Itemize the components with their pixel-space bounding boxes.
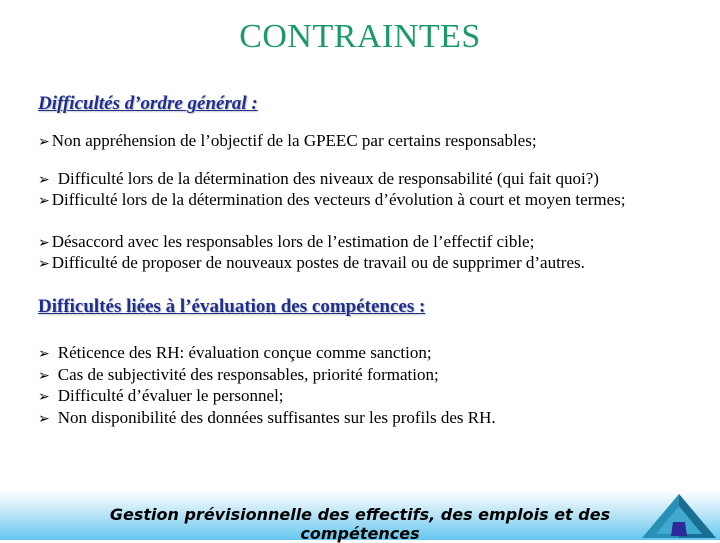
list-item: ➢ Non appréhension de l’objectif de la GPEEC par certains responsables; — [38, 131, 537, 150]
list-item: ➢ Difficulté lors de la détermination des vecteurs d’évolution à court et moyen termes; — [38, 190, 626, 209]
arrow-bullet-icon: ➢ — [38, 193, 50, 209]
arrow-bullet-icon: ➢ — [38, 172, 50, 188]
slide-title: CONTRAINTES — [239, 18, 481, 55]
arrow-bullet-icon: ➢ — [38, 134, 50, 150]
arrow-bullet-icon: ➢ — [38, 368, 50, 384]
footer-text: Gestion prévisionnelle des effectifs, des emplois et des compétences — [109, 505, 611, 543]
arrow-bullet-icon: ➢ — [38, 346, 50, 362]
arrow-bullet-icon: ➢ — [38, 256, 50, 272]
list-item: ➢ Difficulté d’évaluer le personnel; — [38, 386, 284, 405]
list-item: ➢ Cas de subjectivité des responsables, priorité formation; — [38, 365, 439, 384]
list-item: ➢ Difficulté de proposer de nouveaux postes de travail ou de supprimer d’autres. — [38, 253, 585, 272]
section-heading-competences: Difficultés liées à l’évaluation des compétences : — [38, 296, 426, 317]
list-item: ➢ Réticence des RH: évaluation conçue comme sanction; — [38, 343, 432, 362]
list-item: ➢ Non disponibilité des données suffisantes sur les profils des RH. — [38, 408, 496, 427]
arrow-bullet-icon: ➢ — [38, 411, 50, 427]
list-item: ➢ Difficulté lors de la détermination des niveaux de responsabilité (qui fait quoi?) — [38, 169, 599, 188]
list-item: ➢ Désaccord avec les responsables lors de l’estimation de l’effectif cible; — [38, 232, 535, 251]
arrow-bullet-icon: ➢ — [38, 235, 50, 251]
section-heading-general: Difficultés d’ordre général : — [38, 93, 258, 114]
home-triangle-icon[interactable] — [640, 492, 718, 540]
arrow-bullet-icon: ➢ — [38, 389, 50, 405]
